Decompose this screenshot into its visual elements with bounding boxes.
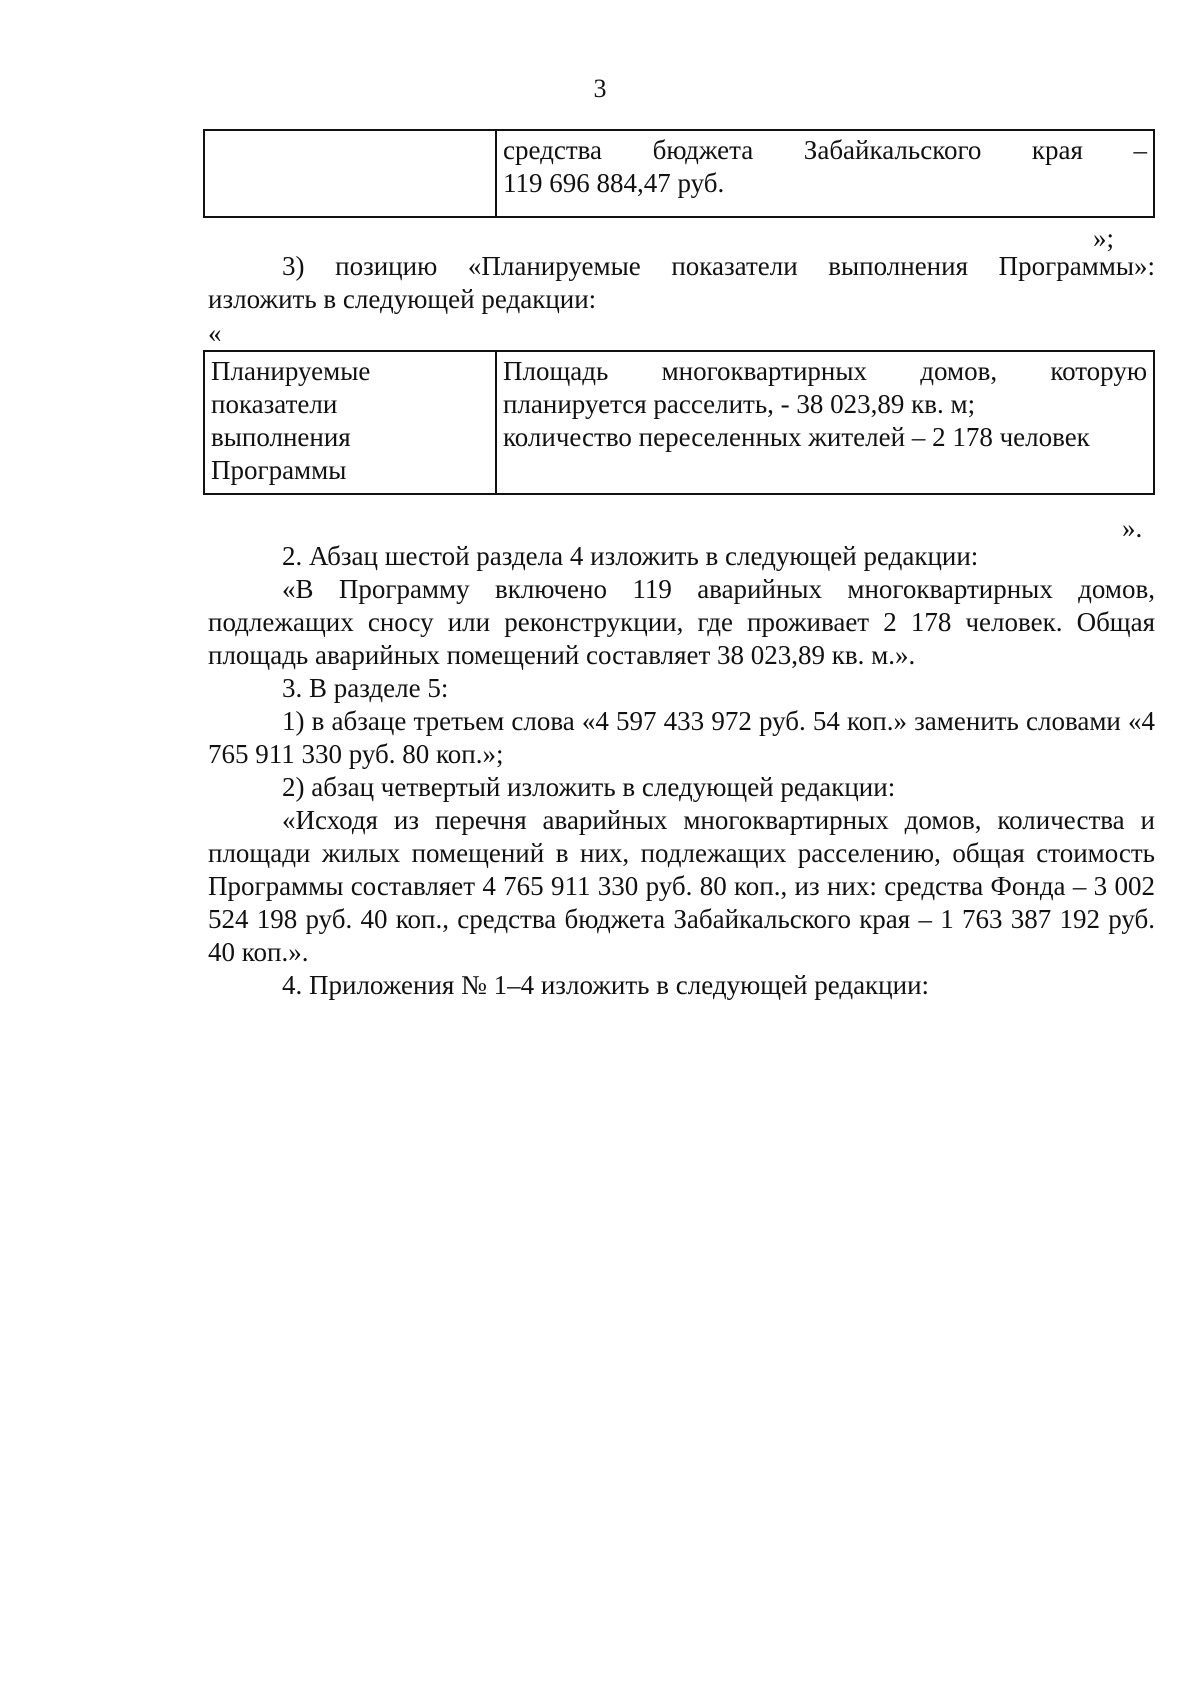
indicators-label-cell <box>204 351 496 494</box>
body-paragraphs <box>208 540 1155 1002</box>
paragraph-program-cost: «Исходя из перечня аварийных многоквартирных домов, количества и площади жилых помещений в них, подлежащих расселению, общая стоимость Программы составляет 4 765 911 330 руб. 80 коп., из них: средства Фонда – 3 002 524 198 руб. 40 коп., средства бюджета Забайкальского края – 1 763 387 192 руб. 40 коп.». <box>208 805 1155 967</box>
closing-quote-2: ». <box>1122 513 1143 543</box>
indicators-table <box>203 350 1155 495</box>
closing-quote: »; <box>1093 223 1115 253</box>
paragraph-item-2: 2. Абзац шестой раздела 4 изложить в следующей редакции: <box>282 541 979 571</box>
item-3-block <box>208 250 1155 316</box>
paragraph-program-houses: «В Программу включено 119 аварийных многоквартирных домов, подлежащих сносу или реконструкции, где проживает 2 178 человек. Общая площадь аварийных помещений составляет 38 023,89 кв. м.». <box>208 574 1155 670</box>
paragraph-item-4: 4. Приложения № 1–4 изложить в следующей редакции: <box>282 970 930 1000</box>
paragraph-replace-words: 1) в абзаце третьем слова «4 597 433 972 руб. 54 коп.» заменить словами «4 765 911 330 руб. 80 коп.»; <box>208 706 1155 769</box>
page-number: 3 <box>593 74 607 103</box>
indicators-label-line: Планируемые <box>211 356 371 386</box>
table-cell-empty <box>204 130 496 217</box>
item-3-text-line1: 3) позицию «Планируемые показатели выполнения Программы»: <box>282 251 1155 281</box>
funding-line: средства бюджета Забайкальского края – <box>503 135 1147 165</box>
table-cell-funding <box>496 130 1154 217</box>
funding-table <box>203 129 1155 218</box>
table-row <box>204 351 1154 494</box>
indicators-value-cell <box>496 351 1154 494</box>
indicators-label-line: показатели <box>211 389 338 419</box>
indicators-label-line: Программы <box>211 455 347 485</box>
item-3-text-line2: изложить в следующей редакции: <box>208 284 597 314</box>
indicator-area-line: Площадь многоквартирных домов, которую <box>503 356 1147 386</box>
indicator-area-value: планируется расселить, - 38 023,89 кв. м; <box>503 389 976 419</box>
paragraph-abzac-4: 2) абзац четвертый изложить в следующей редакции: <box>282 772 896 802</box>
opening-quote: « <box>208 318 222 348</box>
funding-amount: 119 696 884,47 руб. <box>503 168 725 198</box>
indicator-residents: количество переселенных жителей – 2 178 человек <box>503 422 1090 452</box>
paragraph-item-3: 3. В разделе 5: <box>282 673 449 703</box>
indicators-label-line: выполнения <box>211 422 351 452</box>
table-row <box>204 130 1154 217</box>
